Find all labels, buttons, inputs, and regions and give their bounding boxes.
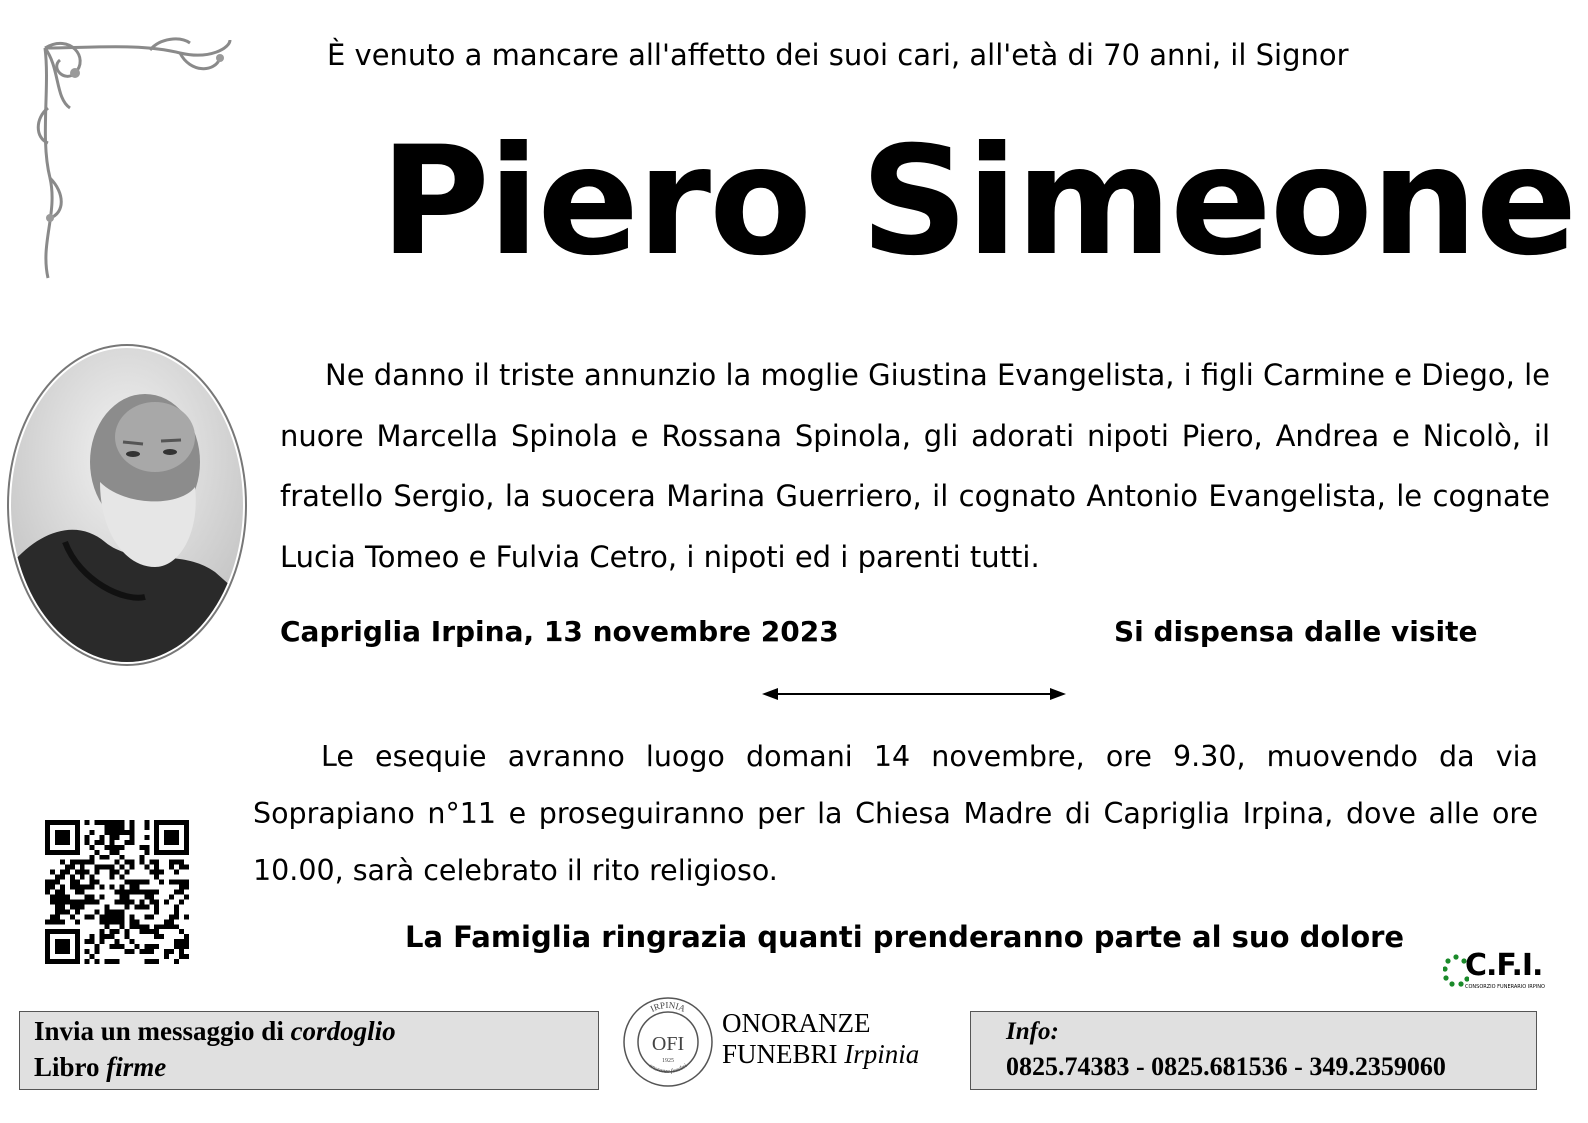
brand-line-1: ONORANZE bbox=[722, 1008, 871, 1038]
no-visits-note: Si dispensa dalle visite bbox=[1114, 615, 1478, 648]
logo-arc-bottom: onoranze funebri bbox=[647, 1063, 689, 1075]
logo-year: 1925 bbox=[662, 1058, 674, 1064]
corner-flourish-icon bbox=[30, 28, 240, 288]
info-phones[interactable]: 0825.74383 - 0825.681536 - 349.2359060 bbox=[1006, 1052, 1446, 1081]
intro-text: È venuto a mancare all'affetto dei suoi cari, all'età di 70 anni, il Signor bbox=[327, 38, 1349, 72]
cfi-text: C.F.I. bbox=[1465, 948, 1543, 983]
announcement-text: Ne danno il triste annunzio la moglie Giustina Evangelista, i figli Carmine e Diego, le nuore Marcella Spinola e Rossana Spinola, gli adorati nipoti Piero, Andrea e Nicolò, il fratello Sergio, la suocera Marina Guerriero, il cognato Antonio Evangelista, le cognate Lucia Tomeo e Fulvia Cetro, i nipoti ed i parenti tutti. bbox=[280, 358, 1550, 574]
qr-code-icon[interactable] bbox=[45, 820, 189, 964]
place-date: Capriglia Irpina, 13 novembre 2023 bbox=[280, 615, 839, 648]
double-arrow-icon bbox=[760, 682, 1068, 706]
family-thanks: La Famiglia ringrazia quanti prenderanno parte al suo dolore bbox=[405, 920, 1405, 954]
signature-book-link[interactable]: Libro firme bbox=[34, 1052, 167, 1082]
cfi-logo bbox=[1443, 950, 1543, 996]
brand-line-2: FUNEBRI Irpinia bbox=[722, 1039, 920, 1069]
info-box bbox=[970, 1011, 1537, 1090]
logo-monogram: OFI bbox=[651, 1033, 685, 1055]
info-label: Info: bbox=[1006, 1018, 1059, 1045]
cfi-subtitle: CONSORZIO FUNERARIO IRPINO bbox=[1465, 984, 1545, 990]
send-condolence-link[interactable]: Invia un messaggio di cordoglio bbox=[34, 1016, 396, 1046]
logo-arc-top: IRPINIA bbox=[648, 999, 688, 1014]
funeral-home-name bbox=[722, 1008, 919, 1070]
svg-text:onoranze funebri bbox=[648, 1063, 689, 1075]
funeral-details: Le esequie avranno luogo domani 14 novembre, ore 9.30, muovendo da via Soprapiano n°11 e proseguiranno per la Chiesa Madre di Capriglia Irpina, dove alle ore 10.00, sarà celebrato il rito religioso. bbox=[253, 740, 1538, 887]
funeral-home-logo-icon bbox=[618, 990, 718, 1090]
condolence-message-box[interactable] bbox=[19, 1011, 599, 1090]
deceased-name: Piero Simeone bbox=[380, 115, 1576, 289]
portrait-photo bbox=[5, 342, 249, 668]
